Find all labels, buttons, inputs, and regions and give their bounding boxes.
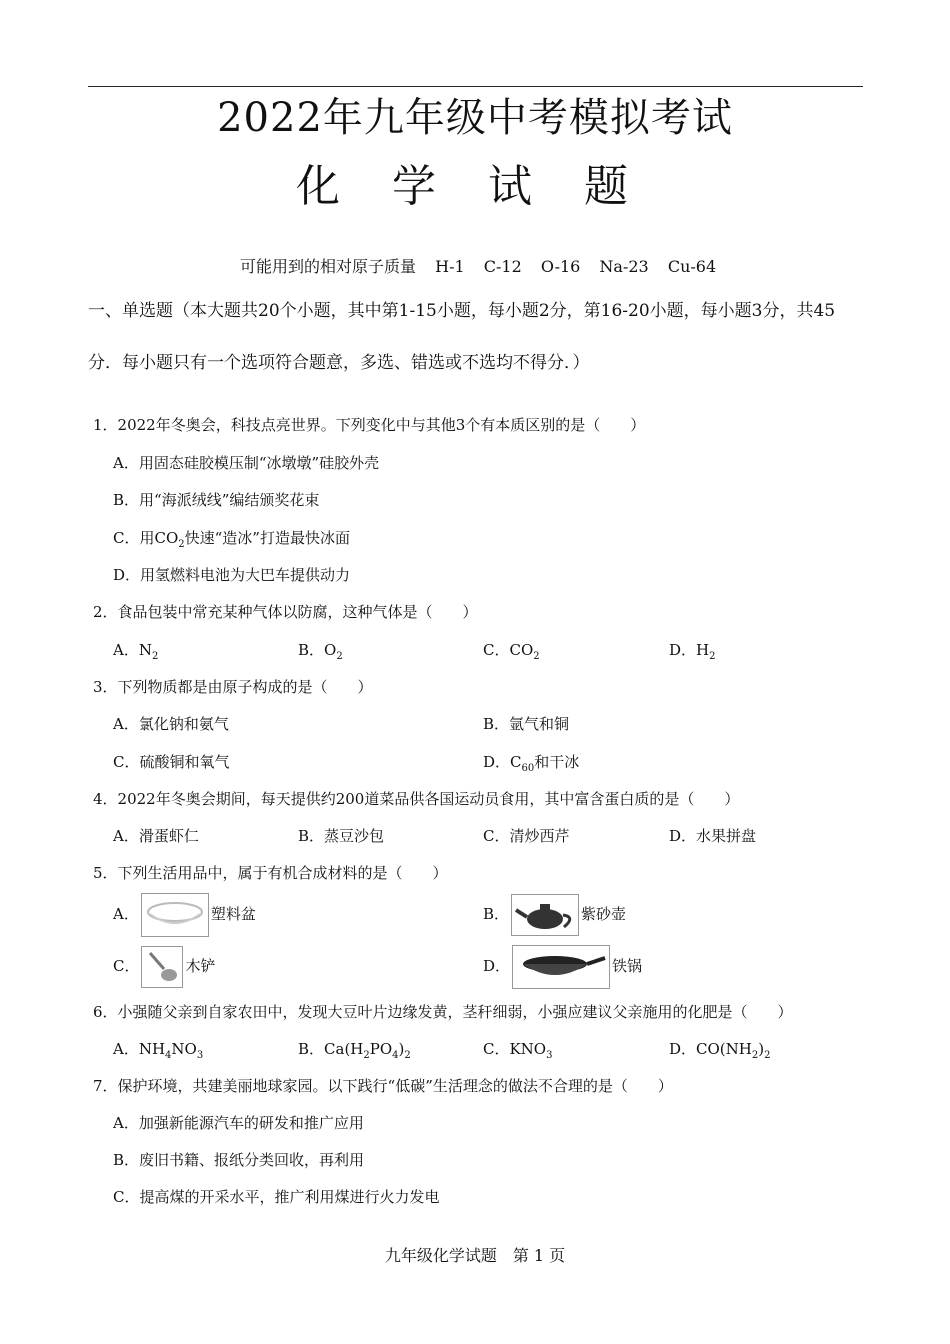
subject-title: 化学试题 — [296, 161, 680, 212]
q7-option-c: C．提高煤的开采水平，推广利用煤进行火力发电 — [113, 1188, 440, 1206]
q2-b-sub: 2 — [336, 651, 343, 662]
q2-c-text: C．CO — [483, 641, 534, 659]
atomic-mass-cu: Cu-64 — [667, 257, 717, 276]
q6-d1-sub: 2 — [751, 1050, 759, 1061]
atomic-mass-o: O-16 — [540, 257, 581, 276]
q6-d2-sub: 2 — [764, 1050, 771, 1061]
q2-c-sub: 2 — [533, 651, 540, 662]
q7-stem: 7．保护环境，共建美丽地球家园。以下践行“低碳”生活理念的做法不合理的是（ ） — [93, 1077, 673, 1095]
q5-option-b — [483, 892, 626, 936]
q2-a-text: A．N — [113, 641, 152, 659]
q5-b-label: B． — [483, 905, 510, 923]
q2-stem: 2．食品包装中常充某种气体以防腐，这种气体是（ ） — [93, 603, 478, 621]
q5-c-text: 木铲 — [185, 957, 216, 975]
atomic-mass-na: Na-23 — [599, 257, 649, 276]
q1-c-sub: 2 — [178, 539, 185, 550]
q3-stem: 3．下列物质都是由原子构成的是（ ） — [93, 678, 373, 696]
atomic-mass-line — [240, 254, 730, 277]
q2-option-d — [669, 639, 715, 662]
atomic-mass-h: H-1 — [435, 257, 465, 276]
q4-option-b: B．蒸豆沙包 — [298, 827, 385, 845]
page-footer: 九年级化学试题 第 1 页 — [384, 1246, 566, 1265]
q6-c1: C．KNO — [483, 1040, 547, 1058]
q3-d-pre: D．C — [483, 753, 522, 771]
q4-option-a: A．滑蛋虾仁 — [113, 827, 199, 845]
q6-b3-sub: 2 — [404, 1050, 411, 1061]
q1-c-pre: C．用CO — [113, 529, 179, 547]
q3-option-c: C．硫酸铜和氧气 — [113, 753, 230, 771]
q5-option-a — [113, 892, 256, 937]
q6-option-a — [113, 1038, 203, 1061]
q6-a2-sub: 3 — [196, 1050, 204, 1061]
q3-option-b: B．氩气和铜 — [483, 715, 570, 733]
q5-c-label: C． — [113, 957, 140, 975]
wooden-spatula-image — [141, 946, 183, 988]
q5-d-text: 铁锅 — [612, 957, 643, 975]
teapot-image — [511, 894, 579, 936]
q6-option-c — [483, 1038, 552, 1061]
q1-option-b: B．用“海派绒线”编结颁奖花束 — [113, 491, 320, 509]
q3-option-d — [483, 751, 579, 774]
q2-a-sub: 2 — [151, 651, 159, 662]
q6-d1: D．CO(NH — [669, 1040, 752, 1058]
q2-d-sub: 2 — [709, 651, 716, 662]
q4-option-d: D．水果拼盘 — [669, 827, 757, 845]
q2-b-text: B．O — [298, 641, 337, 659]
q6-a1: A．NH — [113, 1040, 166, 1058]
q6-b3: ) — [398, 1040, 405, 1058]
q7-option-b: B．废旧书籍、报纸分类回收，再利用 — [113, 1151, 365, 1169]
q6-b1-sub: 2 — [363, 1050, 370, 1061]
section-1-intro: 一、单选题（本大题共20个小题，其中第1-15小题，每小题2分，第16-20小题，每小题3分，共45分．每小题只有一个选项符合题意，多选、错选或不选均不得分．） — [88, 301, 836, 373]
q3-d-post: 和干冰 — [534, 753, 580, 771]
q5-stem: 5．下列生活用品中，属于有机合成材料的是（ ） — [93, 864, 448, 882]
q1-stem: 1．2022年冬奥会，科技点亮世界。下列变化中与其他3个有本质区别的是（ ） — [93, 416, 646, 434]
q3-d-sub: 60 — [521, 763, 535, 774]
q6-stem: 6．小强随父亲到自家农田中，发现大豆叶片边缘发黄，茎秆细弱，小强应建议父亲施用的化肥是（ ） — [93, 1003, 793, 1021]
atomic-mass-label: 可能用到的相对原子质量 — [240, 257, 417, 276]
atomic-mass-c: C-12 — [483, 257, 522, 276]
q6-d2: ) — [758, 1040, 765, 1058]
q6-b2-sub: 4 — [392, 1050, 399, 1061]
q5-d-label: D． — [483, 957, 511, 975]
q6-a1-sub: 4 — [165, 1050, 172, 1061]
q6-option-d — [669, 1038, 770, 1061]
q3-option-a: A．氯化钠和氨气 — [113, 715, 229, 733]
q7-option-a: A．加强新能源汽车的研发和推广应用 — [113, 1114, 364, 1132]
q5-a-text: 塑料盆 — [210, 905, 256, 923]
q6-a2: NO — [171, 1040, 197, 1058]
q4-stem: 4．2022年冬奥会期间，每天提供约200道菜品供各国运动员食用，其中富含蛋白质的是（ ） — [93, 790, 740, 808]
q2-option-b — [298, 639, 343, 662]
plastic-basin-image — [141, 893, 209, 937]
q2-option-a — [113, 639, 158, 662]
q5-b-text: 紫砂壶 — [581, 905, 627, 923]
q5-a-label: A． — [113, 905, 139, 923]
q2-option-c — [483, 639, 540, 662]
q1-option-d: D．用氢燃料电池为大巴车提供动力 — [113, 566, 351, 584]
q6-b1: B．Ca(H — [298, 1040, 364, 1058]
q6-option-b — [298, 1038, 411, 1061]
q6-c1-sub: 3 — [546, 1050, 553, 1061]
q1-option-a: A．用固态硅胶模压制“冰墩墩”硅胶外壳 — [113, 454, 380, 472]
q1-option-c — [113, 527, 350, 550]
iron-wok-image — [512, 945, 610, 989]
q5-option-c — [113, 944, 216, 988]
q5-option-d — [483, 944, 642, 989]
q2-d-text: D．H — [669, 641, 710, 659]
q1-c-post: 快速“造冰”打造最快冰面 — [184, 529, 350, 547]
exam-title: 2022年九年级中考模拟考试 — [217, 95, 733, 141]
q4-option-c: C．清炒西芹 — [483, 827, 570, 845]
q6-b2: PO — [369, 1040, 393, 1058]
